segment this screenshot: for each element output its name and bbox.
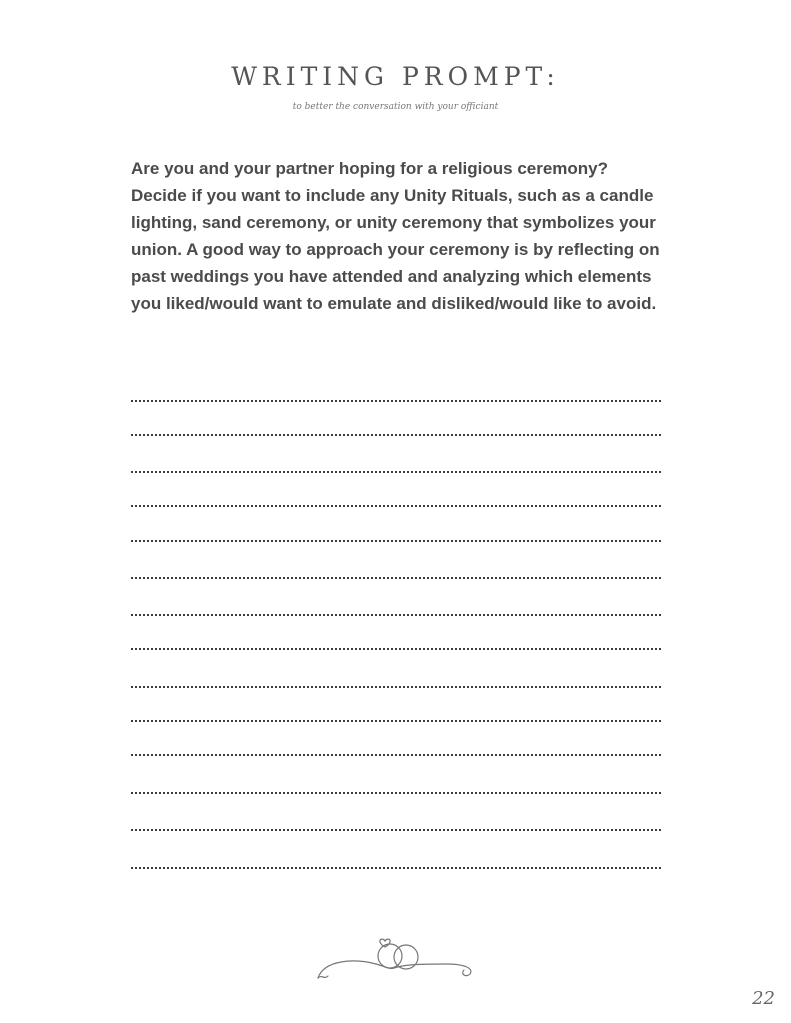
writing-line[interactable] <box>131 792 661 794</box>
writing-line[interactable] <box>131 540 661 542</box>
writing-line[interactable] <box>131 648 661 650</box>
writing-line[interactable] <box>131 686 661 688</box>
writing-area[interactable] <box>131 0 661 1023</box>
writing-line[interactable] <box>131 577 661 579</box>
writing-line[interactable] <box>131 614 661 616</box>
writing-line[interactable] <box>131 505 661 507</box>
writing-line[interactable] <box>131 829 661 831</box>
writing-line[interactable] <box>131 720 661 722</box>
writing-line[interactable] <box>131 400 661 402</box>
page-subtitle: to better the conversation with your officiant <box>292 102 499 112</box>
writing-line[interactable] <box>131 471 661 473</box>
page-number: 22 <box>752 988 775 1009</box>
page-title: WRITING PROMPT: <box>231 62 560 91</box>
prompt-text: Are you and your partner hoping for a religious ceremony? Decide if you want to include any Unity Rituals, such as a candle lighting, sand ceremony, or unity ceremony that symbolizes your union. A good way to approach your ceremony is by reflecting on past weddings you have attended and analyzing which elements you liked/would want to emulate and disliked/would like to avoid. <box>131 159 660 313</box>
writing-line[interactable] <box>131 434 661 436</box>
wedding-rings-heart-icon <box>314 930 478 986</box>
writing-line[interactable] <box>131 754 661 756</box>
writing-line[interactable] <box>131 867 661 869</box>
